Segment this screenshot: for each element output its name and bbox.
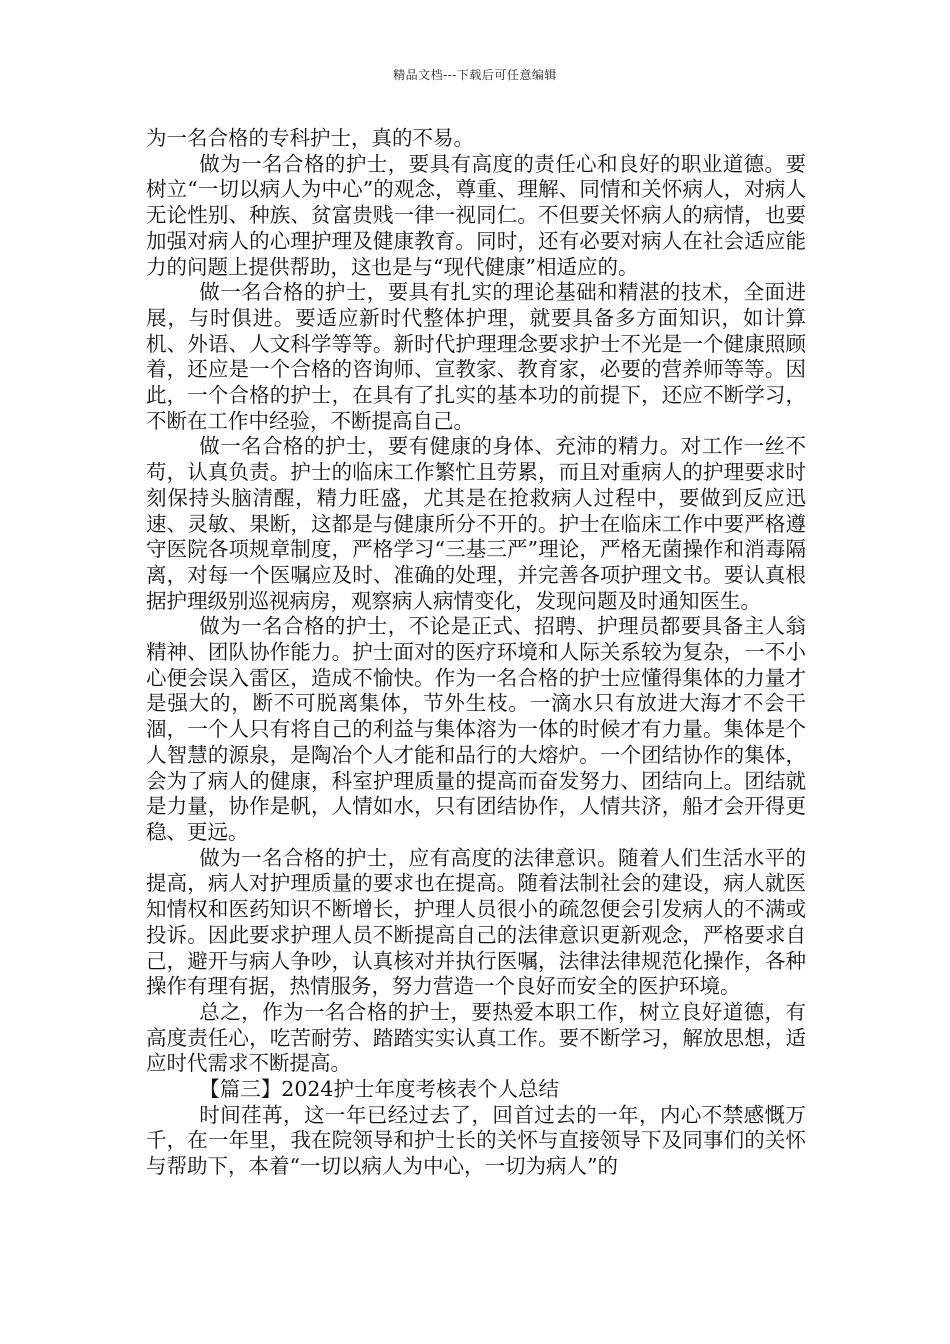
paragraph-continuation: 为一名合格的专科护士，真的不易。 — [146, 126, 474, 150]
paragraph-annual-summary: 时间荏苒，这一年已经过去了，回首过去的一年，内心不禁感慨万千，在一年里，我在院领导和护士长的关怀与直接领导下及同事们的关怀与帮助下，本着“一切以病人为中心，一切为病人”的 — [146, 1102, 806, 1179]
paragraph-conclusion: 总之，作为一名合格的护士，要热爱本职工作，树立良好道德，有高度责任心，吃苦耐劳、踏踏实实认真工作。要不断学习，解放思想，适应时代需求不断提高。 — [146, 999, 806, 1076]
document-body — [146, 126, 806, 1180]
section-heading: 【篇三】2024护士年度考核表个人总结 — [199, 1077, 559, 1102]
page-header: 精品文档---下载后可任意编辑 — [393, 68, 557, 82]
paragraph-theory-skills: 做一名合格的护士，要具有扎实的理论基础和精湛的技术，全面进展，与时俱进。要适应新时代整体护理，就要具备多方面知识，如计算机、外语、人文科学等等。新时代护理理念要求护士不光是一个健康照顾着，还应是一个合格的咨询师、宣教家、教育家，必要的营养师等等。因此，一个合格的护士，在具有了扎实的基本功的前提下，还应不断学习，不断在工作中经验，不断提高自己。 — [146, 280, 806, 433]
paragraph-health-energy: 做一名合格的护士，要有健康的身体、充沛的精力。对工作一丝不苟，认真负责。护士的临床工作繁忙且劳累，而且对重病人的护理要求时刻保持头脑清醒，精力旺盛，尤其是在抢救病人过程中，要做到反应迅速、灵敏、果断，这都是与健康所分不开的。护士在临床工作中要严格遵守医院各项规章制度，严格学习“三基三严”理论，严格无菌操作和消毒隔离，对每一个医嘱应及时、准确的处理，并完善各项护理文书。要认真根据护理级别巡视病房，观察病人病情变化，发现问题及时通知医生。 — [146, 434, 806, 613]
paragraph-teamwork: 做为一名合格的护士，不论是正式、招聘、护理员都要具备主人翁精神、团队协作能力。护士面对的医疗环境和人际关系较为复杂，一不小心便会误入雷区，造成不愉快。作为一名合格的护士应懂得集体的力量才是强大的，断不可脱离集体，节外生枝。一滴水只有放进大海才不会干涸，一个人只有将自己的利益与集体溶为一体的时候才有力量。集体是个人智慧的源泉，是陶冶个人才能和品行的大熔炉。一个团结协作的集体，会为了病人的健康，科室护理质量的提高而奋发努力、团结向上。团结就是力量，协作是帆，人情如水，只有团结协作，人情共济，船才会开得更稳、更远。 — [146, 614, 806, 844]
paragraph-responsibility: 做为一名合格的护士，要具有高度的责任心和良好的职业道德。要树立“一切以病人为中心”的观念，尊重、理解、同情和关怀病人，对病人无论性别、种族、贫富贵贱一律一视同仁。不但要关怀病人的病情，也要加强对病人的心理护理及健康教育。同时，还有必要对病人在社会适应能力的问题上提供帮助，这也是与“现代健康”相适应的。 — [146, 151, 806, 279]
paragraph-legal-awareness: 做为一名合格的护士，应有高度的法律意识。随着人们生活水平的提高，病人对护理质量的要求也在提高。随着法制社会的建设，病人就医知情权和医药知识不断增长，护理人员很小的疏忽便会引发病人的不满或投诉。因此要求护理人员不断提高自己的法律意识更新观念，严格要求自己，避开与病人争吵，认真核对并执行医嘱，法律法律规范化操作，各种操作有理有据，热情服务，努力营造一个良好而安全的医护环境。 — [146, 845, 806, 999]
